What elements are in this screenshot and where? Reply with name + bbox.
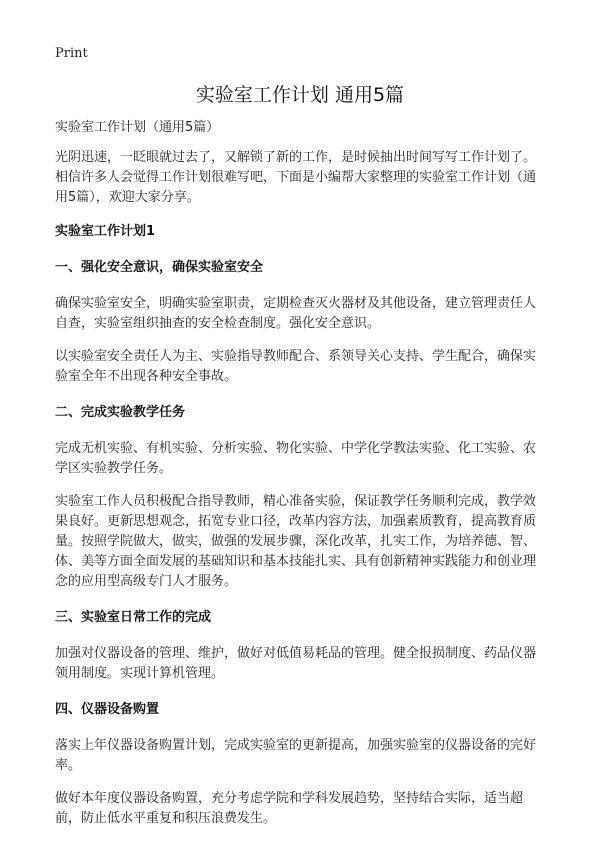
- section-heading-safety: 一、强化安全意识，确保实验室安全: [55, 260, 264, 275]
- section-heading-equipment: 四、仪器设备购置: [55, 702, 160, 717]
- section-heading-daily-work: 三、实验室日常工作的完成: [55, 610, 212, 625]
- plan-heading: 实验室工作计划1: [55, 224, 156, 239]
- page-title: 实验室工作计划 通用5篇: [195, 84, 405, 106]
- intro-paragraph: 光阴迅速，一眨眼就过去了，又解锁了新的工作，是时候抽出时间写写工作计划了。相信许多人会觉得工作计划很难写吧，下面是小编帮大家整理的实验室工作计划（通用5篇），欢迎大家分享。: [55, 150, 537, 205]
- section-paragraph: 做好本年度仪器设备购置，充分考虑学院和学科发展趋势，坚持结合实际，适当超前，防止低水平重复和积压浪费发生。: [55, 791, 524, 826]
- article-body: [55, 118, 547, 842]
- section-paragraph: 加强对仪器设备的管理、维护，做好对低值易耗品的管理。健全报损制度、药品仪器领用制度。实现计算机管理。: [55, 646, 537, 681]
- section-paragraph: 确保实验室安全，明确实验室职责，定期检查灭火器材及其他设备，建立管理责任人自查，实验室组织抽查的安全检查制度。强化安全意识。: [55, 296, 537, 331]
- section-paragraph: 实验室工作人员积极配合指导教师，精心准备实验，保证教学任务顺利完成，教学效果良好。更新思想观念，拓宽专业口径，改革内容方法，加强素质教育，提高教育质量。按照学院做大，做实，做强的发展步骤，深化改革，扎实工作，为培养德、智、体、美等方面全面发展的基础知识和基本技能扎实、具有创新精神实践能力和创业理念的应用型高级专门人才服务。: [55, 494, 537, 589]
- section-heading-teaching: 二、完成实验教学任务: [55, 405, 186, 420]
- section-paragraph: 完成无机实验、有机实验、分析实验、物化实验、中学化学教法实验、化工实验、农学区实验教学任务。: [55, 441, 537, 476]
- section-paragraph: 落实上年仪器设备购置计划，完成实验室的更新提高，加强实验室的仪器设备的完好率。: [55, 738, 537, 773]
- print-link[interactable]: Print: [55, 46, 88, 61]
- article-subtitle: 实验室工作计划（通用5篇）: [55, 120, 220, 135]
- section-paragraph: 以实验室安全责任人为主、实验指导教师配合、系领导关心支持、学生配合，确保实验室全年不出现各种安全事故。: [55, 349, 537, 384]
